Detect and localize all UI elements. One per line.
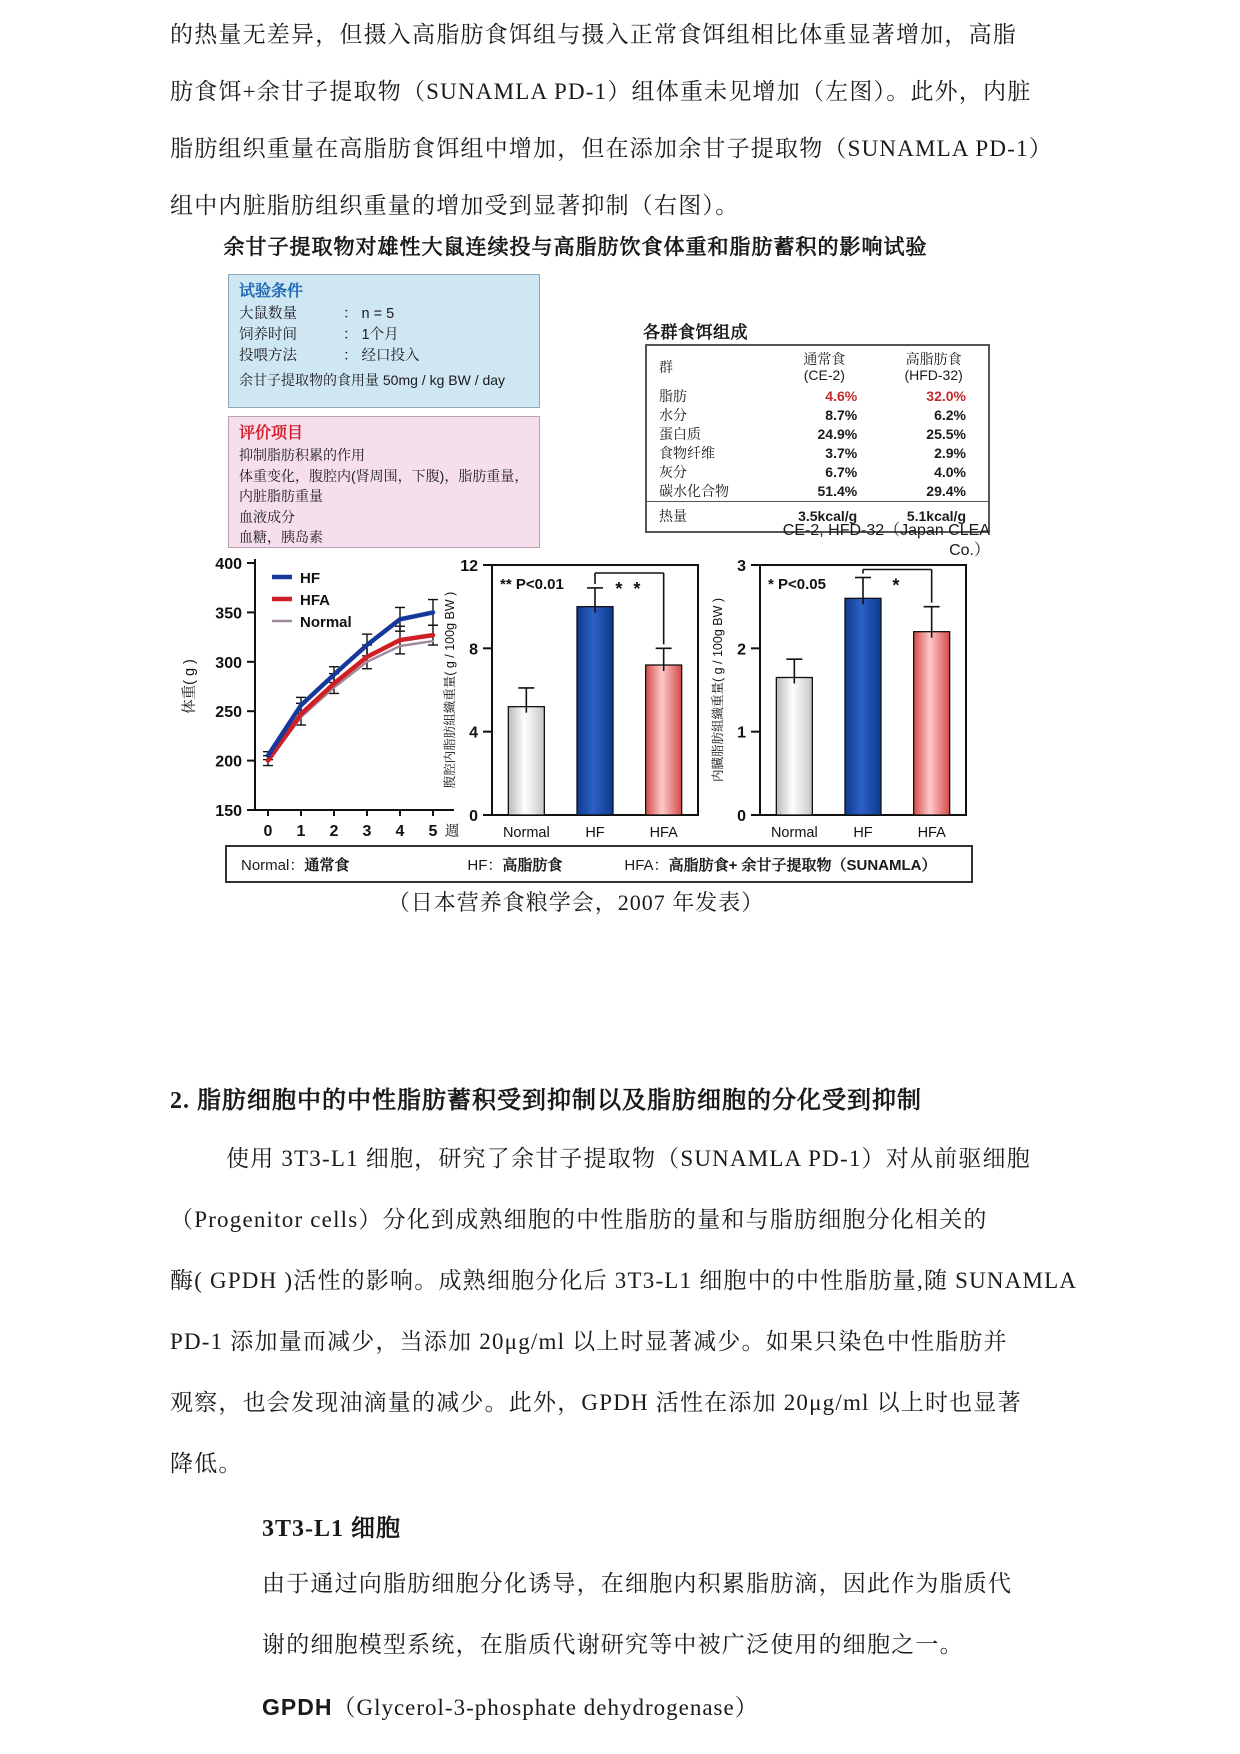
table-source-note: CE-2, HFD-32（Japan CLEA Co.） bbox=[782, 522, 990, 559]
svg-text:内臓脂肪組織重量( g / 100g BW ): 内臓脂肪組織重量( g / 100g BW ) bbox=[711, 597, 725, 783]
dosage-line: 余甘子提取物的食用量 50mg / kg BW / day bbox=[239, 372, 506, 388]
gpdh-definition bbox=[262, 1689, 759, 1722]
text-line: 降低。 bbox=[170, 1451, 243, 1476]
svg-text:*: * bbox=[892, 575, 903, 596]
legend-item: HFA：高脂肪食+ 余甘子提取物（SUNAMLA） bbox=[624, 856, 937, 874]
svg-text:HF: HF bbox=[300, 570, 320, 587]
svg-text:12: 12 bbox=[460, 558, 478, 575]
svg-text:Normal: Normal bbox=[300, 614, 352, 631]
col-header-hfd: 高脂肪食 (HFD-32) bbox=[904, 351, 963, 383]
abdominal-fat-bar-chart bbox=[440, 545, 708, 845]
cell-value: 4.0% bbox=[934, 464, 966, 480]
svg-text:Normal: Normal bbox=[502, 825, 550, 841]
condition-row bbox=[239, 346, 529, 367]
text-line: PD-1 添加量而减少，当添加 20μg/ml 以上时显著减少。如果只染色中性脂肪并 bbox=[170, 1329, 1008, 1354]
svg-text:週: 週 bbox=[444, 824, 460, 840]
text-line: 谢的细胞模型系统，在脂质代谢研究等中被广泛使用的细胞之一。 bbox=[262, 1632, 964, 1657]
svg-text:0: 0 bbox=[469, 808, 478, 825]
condition-row bbox=[239, 304, 529, 325]
group-legend-bar bbox=[225, 845, 973, 883]
gpdh-term: GPDH bbox=[262, 1694, 333, 1720]
section2-heading: 2. 脂肪细胞中的中性脂肪蓄积受到抑制以及脂肪细胞的分化受到抑制 bbox=[170, 1088, 922, 1114]
text-line: 酶( GPDH )活性的影响。成熟细胞分化后 3T3-L1 细胞中的中性脂肪量,随 SUNAMLA bbox=[170, 1268, 1078, 1293]
cell-value: 2.9% bbox=[934, 445, 966, 461]
col-header-group: 群 bbox=[659, 358, 673, 375]
row-label: 灰分 bbox=[659, 464, 687, 480]
evaluation-line: 血液成分 bbox=[239, 508, 295, 525]
section2-paragraph bbox=[170, 1128, 1100, 1494]
cell-value: 51.4% bbox=[817, 483, 858, 499]
row-label: 蛋白质 bbox=[659, 426, 701, 442]
condition-value: ： n = 5 bbox=[343, 306, 395, 322]
cell-value: 6.7% bbox=[825, 464, 858, 480]
cell-value: 8.7% bbox=[825, 407, 858, 423]
svg-text:250: 250 bbox=[215, 704, 242, 722]
table-row bbox=[646, 463, 989, 482]
svg-text:** P<0.01: ** P<0.01 bbox=[500, 576, 564, 593]
svg-text:HFA: HFA bbox=[300, 592, 330, 609]
svg-text:5: 5 bbox=[428, 823, 438, 840]
visceral-fat-bar-chart bbox=[708, 545, 976, 845]
svg-text:HFA: HFA bbox=[917, 825, 946, 841]
svg-text:HF: HF bbox=[585, 825, 605, 841]
evaluation-items-box bbox=[228, 416, 540, 548]
svg-text:1: 1 bbox=[296, 823, 306, 840]
evaluation-line: 内脏脂肪重量 bbox=[239, 488, 323, 504]
condition-value: ： 经口投入 bbox=[343, 348, 420, 364]
svg-text:3: 3 bbox=[737, 558, 746, 575]
table-row bbox=[646, 387, 989, 406]
svg-text:* *: * * bbox=[615, 579, 644, 599]
table-row bbox=[646, 444, 989, 463]
conditions-heading: 试验条件 bbox=[239, 283, 304, 300]
svg-text:150: 150 bbox=[215, 803, 242, 820]
evaluation-line: 抑制脂肪积累的作用 bbox=[239, 447, 365, 463]
subsection-paragraph bbox=[262, 1553, 1102, 1675]
evaluation-line: 血糖，胰岛素 bbox=[239, 529, 323, 545]
figure-title: 余甘子提取物对雄性大鼠连续投与高脂肪饮食体重和脂肪蓄积的影响试验 bbox=[223, 235, 928, 259]
row-label: 碳水化合物 bbox=[659, 483, 729, 499]
cell-value: 29.4% bbox=[926, 483, 966, 499]
table-row bbox=[646, 425, 989, 444]
text-line: 由于通过向脂肪细胞分化诱导，在细胞内积累脂肪滴，因此作为脂质代 bbox=[262, 1571, 1013, 1596]
intro-paragraph bbox=[170, 6, 1085, 234]
svg-text:体重( g ): 体重( g ) bbox=[182, 659, 198, 714]
legend-item: Normal：通常食 bbox=[241, 856, 350, 874]
table-row bbox=[646, 482, 989, 502]
diet-table-title: 各群食饵组成 bbox=[643, 323, 748, 342]
test-conditions-box bbox=[228, 274, 540, 408]
condition-label: 饲养时间 bbox=[239, 327, 297, 343]
figure-citation: （日本营养食粮学会，2007 年发表） bbox=[387, 890, 765, 915]
condition-label: 大鼠数量 bbox=[239, 306, 297, 322]
legend-item: HF：高脂肪食 bbox=[467, 856, 563, 874]
gpdh-rest: （Glycerol-3-phosphate dehydrogenase） bbox=[332, 1695, 759, 1720]
table-row bbox=[646, 406, 989, 425]
text-line: 使用 3T3-L1 细胞，研究了余甘子提取物（SUNAMLA PD-1）对从前驱细胞 bbox=[226, 1146, 1031, 1171]
cell-value: 4.6% bbox=[825, 388, 858, 404]
row-label: 食物纤维 bbox=[659, 445, 715, 461]
evaluation-heading: 评价项目 bbox=[239, 425, 304, 442]
row-label: 热量 bbox=[646, 502, 769, 533]
svg-text:2: 2 bbox=[737, 641, 746, 659]
text-line: 脂肪组织重量在高脂肪食饵组中增加，但在添加余甘子提取物（SUNAMLA PD-1） bbox=[170, 136, 1053, 161]
cell-value: 24.9% bbox=[817, 426, 858, 442]
text-line: 的热量无差异，但摄入高脂肪食饵组与摄入正常食饵组相比体重显著增加，高脂 bbox=[170, 22, 1017, 47]
row-label: 水分 bbox=[659, 407, 687, 423]
col-header-normal: 通常食 (CE-2) bbox=[803, 351, 846, 383]
cell-value: 5.1kcal/g bbox=[879, 502, 989, 533]
svg-text:1: 1 bbox=[737, 724, 746, 742]
row-label: 脂肪 bbox=[659, 388, 687, 404]
svg-text:* P<0.05: * P<0.05 bbox=[768, 576, 826, 593]
cell-value: 32.0% bbox=[926, 388, 966, 404]
evaluation-line: 体重变化，腹腔内(肾周围，下腹)，脂肪重量， bbox=[239, 467, 529, 484]
svg-text:HFA: HFA bbox=[649, 825, 678, 841]
svg-text:350: 350 bbox=[215, 605, 242, 623]
svg-text:0: 0 bbox=[737, 808, 746, 825]
weight-line-chart bbox=[170, 545, 470, 845]
svg-text:8: 8 bbox=[469, 641, 478, 659]
svg-text:400: 400 bbox=[215, 556, 242, 573]
svg-text:腹腔内脂肪組織重量( g / 100g BW ): 腹腔内脂肪組織重量( g / 100g BW ) bbox=[443, 591, 457, 789]
cell-value: 3.5kcal/g bbox=[769, 502, 879, 533]
svg-text:3: 3 bbox=[362, 823, 372, 840]
condition-label: 投喂方法 bbox=[239, 348, 297, 364]
subsection-title: 3T3-L1 细胞 bbox=[262, 1516, 402, 1542]
svg-text:300: 300 bbox=[215, 654, 242, 672]
text-line: 肪食饵+余甘子提取物（SUNAMLA PD-1）组体重未见增加（左图）。此外，内脏 bbox=[170, 79, 1032, 104]
diet-table-header bbox=[646, 345, 989, 387]
svg-text:2: 2 bbox=[329, 823, 339, 840]
text-line: （Progenitor cells）分化到成熟细胞的中性脂肪的量和与脂肪细胞分化相关的 bbox=[170, 1207, 988, 1232]
svg-text:4: 4 bbox=[469, 724, 478, 742]
diet-table bbox=[645, 344, 990, 533]
text-line: 组中内脏脂肪组织重量的增加受到显著抑制（右图）。 bbox=[170, 193, 740, 218]
text-line: 观察，也会发现油滴量的减少。此外，GPDH 活性在添加 20μg/ml 以上时也显著 bbox=[170, 1390, 1022, 1415]
svg-text:0: 0 bbox=[263, 823, 273, 840]
cell-value: 3.7% bbox=[825, 445, 858, 461]
svg-text:Normal: Normal bbox=[770, 825, 818, 841]
svg-text:200: 200 bbox=[215, 753, 242, 771]
svg-text:HF: HF bbox=[853, 825, 873, 841]
cell-value: 25.5% bbox=[926, 426, 966, 442]
cell-value: 6.2% bbox=[934, 407, 966, 423]
condition-row bbox=[239, 325, 529, 346]
condition-value: ： 1个月 bbox=[343, 327, 399, 343]
svg-text:4: 4 bbox=[395, 823, 405, 840]
